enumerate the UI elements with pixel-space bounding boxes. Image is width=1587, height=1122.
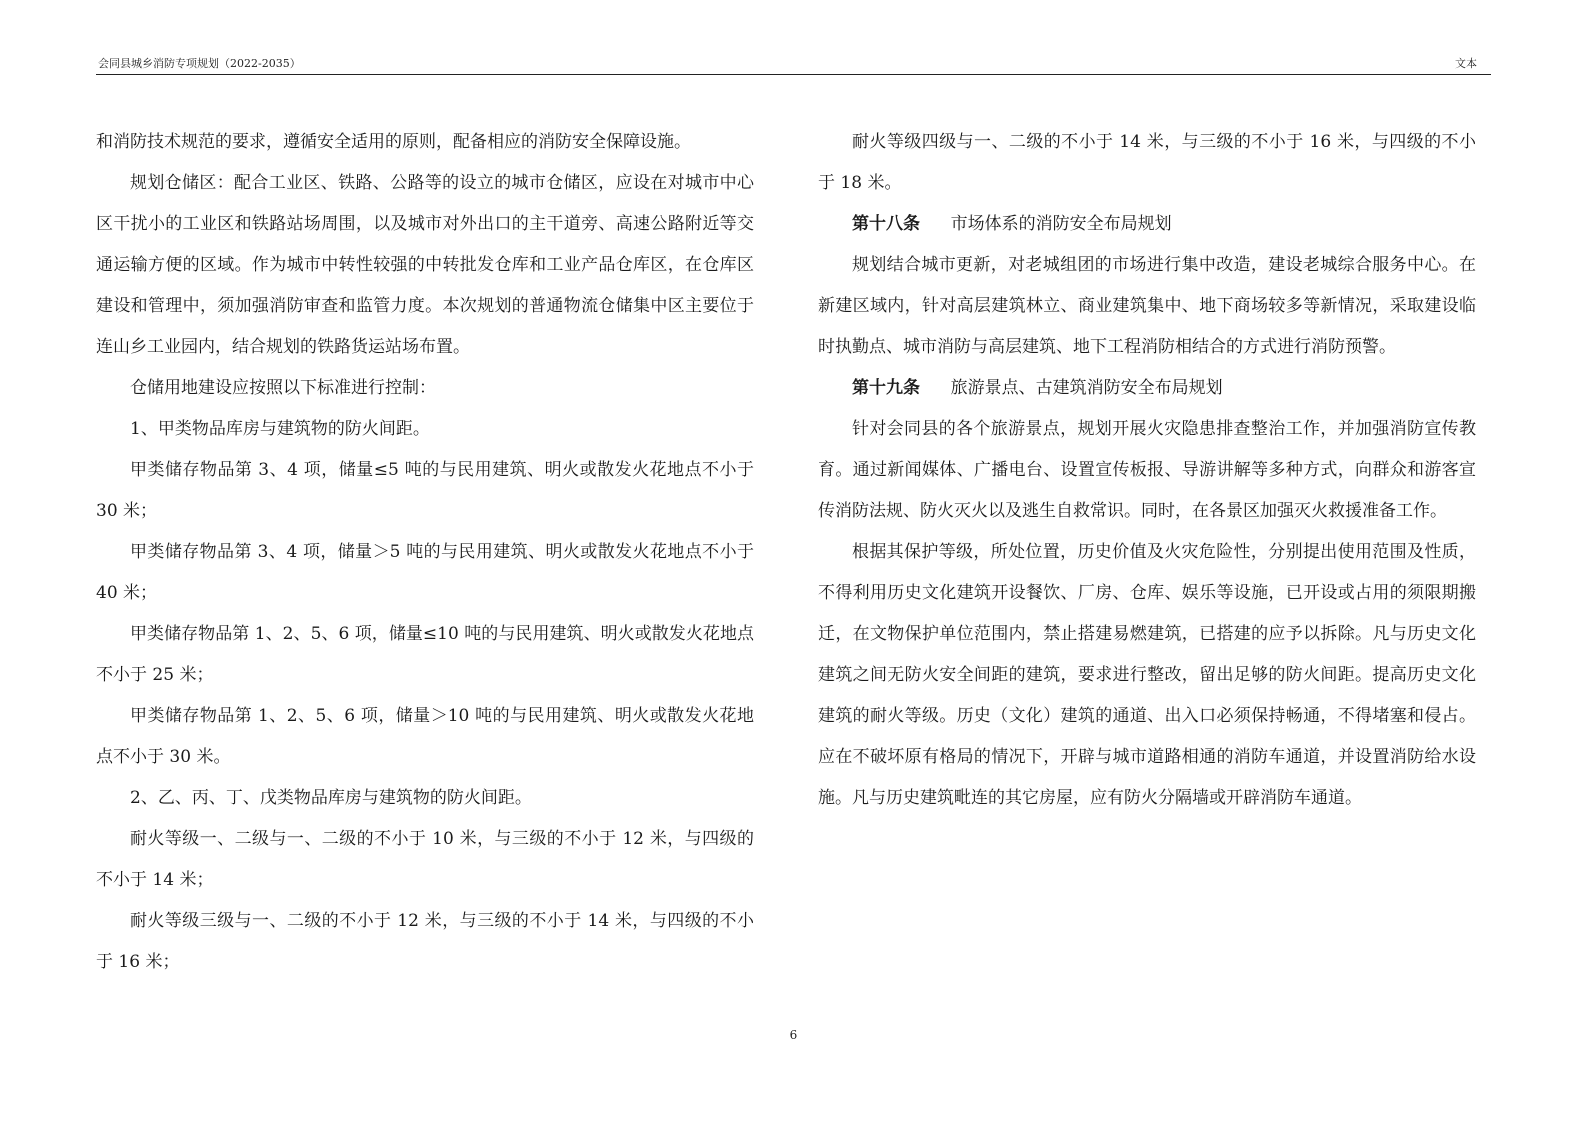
- document-title: 会同县城乡消防专项规划（2022-2035）: [98, 57, 301, 70]
- page-header: [96, 54, 1491, 75]
- paragraph: 仓储用地建设应按照以下标准进行控制：: [130, 378, 436, 398]
- paragraph: 针对会同县的各个旅游景点，规划开展火灾隐患排查整治工作，并加强消防宣传教育。通过新闻媒体、广播电台、设置宣传板报、导游讲解等多种方式，向群众和游客宣传消防法规、防火灭火以及逃生自救常识。同时，在各景区加强灭火救援准备工作。: [818, 419, 1476, 521]
- paragraph: 甲类储存物品第 3、4 项，储量＞5 吨的与民用建筑、明火或散发火花地点不小于 40 米；: [96, 542, 754, 603]
- paragraph: 规划仓储区：配合工业区、铁路、公路等的设立的城市仓储区，应设在对城市中心区干扰小的工业区和铁路站场周围，以及城市对外出口的主干道旁、高速公路附近等交通运输方便的区域。作为城市中转性较强的中转批发仓库和工业产品仓库区，在仓库区建设和管理中，须加强消防审查和监管力度。本次规划的普通物流仓储集中区主要位于连山乡工业园内，结合规划的铁路货运站场布置。: [96, 173, 754, 357]
- paragraph: 甲类储存物品第 1、2、5、6 项，储量≤10 吨的与民用建筑、明火或散发火花地点不小于 25 米；: [96, 624, 754, 685]
- article-number: 第十八条: [852, 214, 920, 234]
- paragraph: 规划结合城市更新，对老城组团的市场进行集中改造，建设老城综合服务中心。在新建区域内，针对高层建筑林立、商业建筑集中、地下商场较多等新情况，采取建设临时执勤点、城市消防与高层建筑、地下工程消防相结合的方式进行消防预警。: [818, 255, 1476, 357]
- article-18-heading: [818, 204, 1476, 245]
- document-type-label: 文本: [1455, 57, 1477, 70]
- paragraph: 和消防技术规范的要求，遵循安全适用的原则，配备相应的消防安全保障设施。: [96, 132, 691, 152]
- paragraph: 耐火等级三级与一、二级的不小于 12 米，与三级的不小于 14 米，与四级的不小于 16 米；: [96, 911, 754, 972]
- paragraph: 甲类储存物品第 3、4 项，储量≤5 吨的与民用建筑、明火或散发火花地点不小于 30 米；: [96, 460, 754, 521]
- paragraph: 根据其保护等级，所处位置，历史价值及火灾危险性，分别提出使用范围及性质，不得利用历史文化建筑开设餐饮、厂房、仓库、娱乐等设施，已开设或占用的须限期搬迁，在文物保护单位范围内，禁止搭建易燃建筑，已搭建的应予以拆除。凡与历史文化建筑之间无防火安全间距的建筑，要求进行整改，留出足够的防火间距。提高历史文化建筑的耐火等级。历史（文化）建筑的通道、出入口必须保持畅通，不得堵塞和侵占。应在不破坏原有格局的情况下，开辟与城市道路相通的消防车通道，并设置消防给水设施。凡与历史建筑毗连的其它房屋，应有防火分隔墙或开辟消防车通道。: [818, 542, 1476, 808]
- article-19-heading: [818, 368, 1476, 409]
- paragraph: 耐火等级四级与一、二级的不小于 14 米，与三级的不小于 16 米，与四级的不小于 18 米。: [818, 132, 1476, 193]
- paragraph: 甲类储存物品第 1、2、5、6 项，储量＞10 吨的与民用建筑、明火或散发火花地点不小于 30 米。: [96, 706, 754, 767]
- article-title: 市场体系的消防安全布局规划: [950, 214, 1172, 234]
- paragraph: 耐火等级一、二级与一、二级的不小于 10 米，与三级的不小于 12 米，与四级的不小于 14 米；: [96, 829, 754, 890]
- article-title: 旅游景点、古建筑消防安全布局规划: [950, 378, 1223, 398]
- article-number: 第十九条: [852, 378, 920, 398]
- page-number: 6: [789, 1028, 798, 1042]
- paragraph: 2、乙、丙、丁、戊类物品库房与建筑物的防火间距。: [130, 788, 532, 808]
- right-column: [818, 122, 1476, 819]
- left-column: [96, 122, 754, 983]
- paragraph: 1、甲类物品库房与建筑物的防火间距。: [130, 419, 430, 439]
